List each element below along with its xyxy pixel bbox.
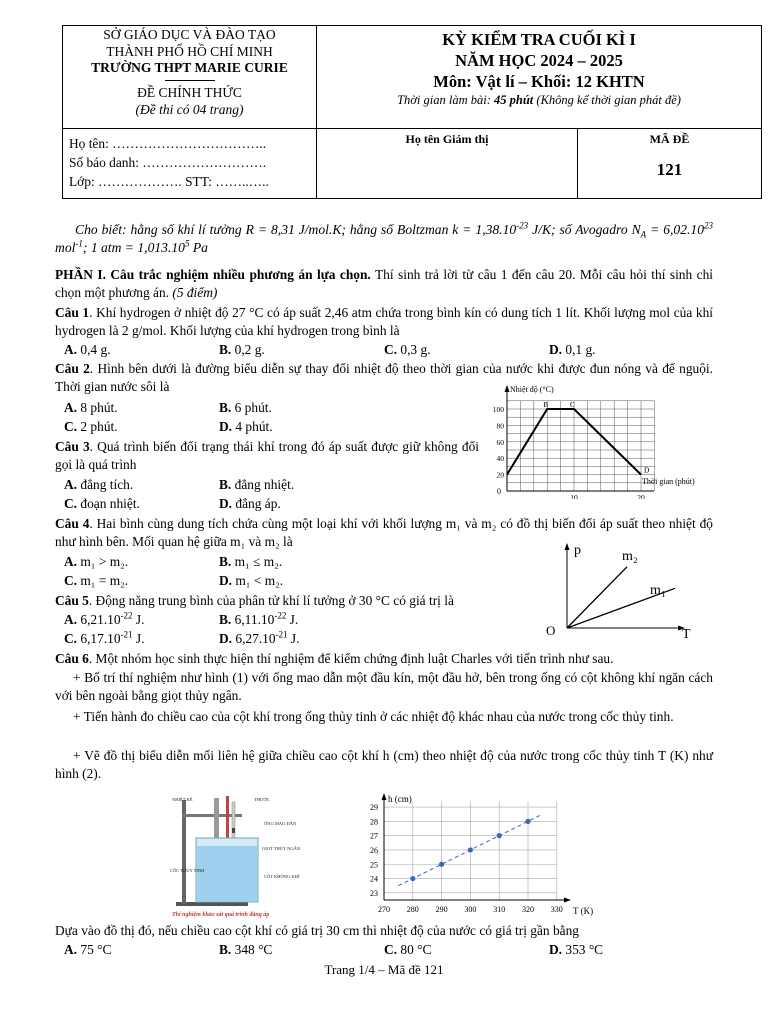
- capillary-label: ỐNG MAO DẪN: [264, 821, 297, 826]
- q1-option-a[interactable]: A. 0,4 g.: [64, 342, 111, 357]
- mercury-drop: [232, 828, 235, 833]
- x-tick-label: 310: [493, 905, 506, 914]
- q5-option-c[interactable]: C. $6,17.10^{-21}$ J.: [64, 629, 145, 646]
- part1-intro: PHẦN I. Câu trắc nghiệm nhiều phương án lựa chọn. Thí sinh trả lời từ câu 1 đến câu 20. Mỗi câu hỏi thí sinh chỉ chọn một phương án. (5 điểm): [55, 267, 714, 300]
- q2-option-d[interactable]: D. 4 phút.: [219, 419, 273, 434]
- question-4: Câu 4. Hai bình cùng dung tích chứa cùng một loại khí với khối lượng m₁ và m₂ có đồ thị biến đổi áp suất theo nhiệt độ như hình bên. Mối quan hệ giữa m₁ và m₂ là: [55, 516, 713, 549]
- q6-option-a[interactable]: A. 75 °C: [64, 942, 112, 957]
- time-info: [317, 92, 761, 109]
- q3-option-a[interactable]: A. đẳng tích.: [64, 477, 134, 492]
- x-tick-label: 280: [406, 905, 419, 914]
- p-axis-arrow: [565, 543, 570, 550]
- school-year: NĂM HỌC 2024 – 2025: [455, 51, 623, 70]
- x-tick-label: 270: [378, 905, 390, 914]
- time-label: Thời gian làm bài:: [397, 93, 495, 107]
- q3-option-c[interactable]: C. đoạn nhiệt.: [64, 496, 140, 511]
- q1-option-d[interactable]: D. 0,1 g.: [549, 342, 596, 357]
- question-6: Câu 6. Một nhóm học sinh thực hiện thí nghiệm để kiểm chứng định luật Charles với tiến trình như sau.: [55, 651, 614, 666]
- code-value: 121: [656, 160, 683, 179]
- x-axis-label: T (K): [573, 906, 594, 916]
- pressure-temperature-chart: [540, 538, 700, 642]
- point-label: C: [570, 400, 576, 409]
- tick-labels: [370, 803, 563, 914]
- t-axis-arrow: [564, 898, 571, 903]
- y-axis-label: Nhiệt độ (°C): [510, 385, 554, 394]
- y-tick-label: 100: [492, 405, 504, 414]
- q1-option-b[interactable]: B. 0,2 g.: [219, 342, 265, 357]
- q6-step-1: + Bố trí thí nghiệm như hình (1) với ống mao dẫn một đầu kín, một đầu hở, bên trong ống có cột không khí ngăn cách với bên ngoài bằng giọt thủy ngân.: [55, 670, 713, 703]
- y-tick-label: 40: [496, 454, 504, 464]
- q3-option-b[interactable]: B. đẳng nhiệt.: [219, 477, 295, 492]
- time-value: 45 phút: [494, 93, 534, 107]
- q4-option-a[interactable]: A. m₁ > m₂.: [64, 554, 129, 569]
- q3-option-d[interactable]: D. đẳng áp.: [219, 496, 281, 511]
- y-tick-label: 24: [370, 874, 378, 884]
- y-tick-label: 60: [496, 437, 504, 447]
- q2-option-a[interactable]: A. 8 phút.: [64, 400, 118, 415]
- exam-info: [317, 29, 761, 109]
- beaker-label: CỐC THỦY TINH: [170, 868, 205, 873]
- q6-step-2: + Tiến hành đo chiều cao của cột khí trong ống thủy tinh ở các nhiệt độ khác nhau của nước trong cốc thủy tinh.: [73, 709, 674, 724]
- data-point: [525, 819, 530, 824]
- y-tick-label: 25: [370, 860, 378, 870]
- temperature-time-chart: [486, 381, 714, 499]
- code-label: MÃ ĐỀ: [649, 132, 690, 146]
- h-axis-arrow: [382, 793, 387, 800]
- x-tick-label: 330: [550, 905, 563, 914]
- school-info: [63, 27, 316, 77]
- x-axis-label: Thời gian (phút): [642, 477, 695, 486]
- stand-base: [176, 902, 248, 906]
- q2-option-c[interactable]: C. 2 phút.: [64, 419, 118, 434]
- data-point: [410, 876, 415, 881]
- city-name: THÀNH PHỐ HỒ CHÍ MINH: [106, 43, 273, 59]
- point-label: B: [543, 400, 549, 409]
- x-tick-label: 300: [464, 905, 477, 914]
- id-field: Số báo danh: ……………………….: [69, 155, 267, 170]
- exam-title: KỲ KIỂM TRA CUỐI KÌ I: [442, 30, 636, 49]
- x-tick-label: 290: [435, 905, 448, 914]
- data-point: [468, 847, 473, 852]
- q4-option-b[interactable]: B. m₁ ≤ m₂.: [219, 554, 283, 569]
- y-axis-arrow: [505, 385, 510, 392]
- y-tick-label: 20: [496, 470, 504, 480]
- official-block: [63, 84, 316, 118]
- given-constants: Cho biết: hằng số khí lí tưởng R = 8,31 J/mol.K; hằng số Boltzman $k = 1,38.10^{-23}$ J/K; số Avogadro $N_A = 6,02.10^{23}$ mol$^{-1}$; 1 atm = $1,013.10^5$ Pa: [55, 220, 713, 255]
- x-tick-label: 320: [522, 905, 534, 914]
- y-tick-label: 23: [370, 888, 378, 898]
- y-tick-label: 26: [370, 845, 378, 855]
- point-label: D: [644, 465, 650, 475]
- dept-name: SỞ GIÁO DỤC VÀ ĐÀO TẠO: [103, 27, 276, 42]
- p-axis-label: p: [574, 543, 581, 558]
- tick-labels: [493, 405, 645, 499]
- ruler-label: THƯỚC: [254, 797, 270, 802]
- q5-option-d[interactable]: D. $6,27.10^{-21}$ J.: [219, 629, 300, 646]
- q6-option-c[interactable]: C. 80 °C: [384, 942, 432, 957]
- page-footer: Trang 1/4 – Mã đề 121: [324, 962, 444, 977]
- official-label: ĐỀ CHÍNH THỨC: [137, 85, 242, 100]
- question-5: Câu 5. Động năng trung bình của phân tử khí lí tưởng ở 30 °C có giá trị là: [55, 593, 454, 608]
- m2-label: m₂: [622, 549, 638, 564]
- proctor-label: Họ tên Giám thị: [405, 132, 489, 146]
- mercury-label: GIỌT THỦY NGÂN: [262, 846, 301, 851]
- q4-option-d[interactable]: D. m₁ < m₂.: [219, 573, 284, 588]
- time-note: (Không kể thời gian phát đề): [533, 93, 681, 107]
- q4-option-c[interactable]: C. m₁ = m₂.: [64, 573, 129, 588]
- class-field: Lớp: ………………. STT: ……..…..: [69, 174, 269, 189]
- q5-option-a[interactable]: A. $6,21.10^{-22}$ J.: [64, 610, 145, 627]
- apparatus-caption: Thí nghiệm khảo sát quá trình đẳng áp: [172, 912, 270, 918]
- school-name: TRƯỜNG THPT MARIE CURIE: [91, 60, 288, 75]
- y-tick-label: 27: [370, 831, 378, 841]
- air-label: CỘT KHÔNG KHÍ: [264, 874, 300, 879]
- m1-label: m₁: [650, 583, 666, 598]
- question-2: Câu 2. Hình bên dưới là đường biểu diễn sự thay đổi nhiệt độ theo thời gian của nước khi được đun nóng và để nguội. Thời gian nước sôi là: [55, 361, 714, 394]
- q6-option-d[interactable]: D. 353 °C: [549, 942, 604, 957]
- apparatus-figure: [168, 792, 310, 920]
- point-labels: [543, 400, 650, 475]
- y-tick-label: 80: [496, 421, 504, 431]
- name-field: Họ tên: ……………………………..: [69, 136, 267, 151]
- student-fields: [69, 134, 269, 191]
- y-axis-label: h (cm): [388, 794, 412, 804]
- question-3: Câu 3. Quá trình biến đổi trạng thái khí trong đó áp suất được giữ không đổi gọi là quá trình: [55, 439, 479, 472]
- q6-question: Dựa vào đồ thị đó, nếu chiều cao cột khí có giá trị 30 cm thì nhiệt độ của nước có giá trị gần bằng: [55, 923, 579, 938]
- t-axis-label: T: [682, 627, 691, 642]
- question-1: Câu 1. Khí hydrogen ở nhiệt độ 27 °C có áp suất 2,46 atm chứa trong bình kín có dung tích 1 lít. Khối lượng mol của khí hydrogen là 2 g/mol. Khối lượng của khí hydrogen trong bình là: [55, 305, 714, 338]
- y-tick-label: 29: [370, 803, 378, 813]
- q1-option-c[interactable]: C. 0,3 g.: [384, 342, 431, 357]
- data-point: [497, 833, 502, 838]
- divider: [165, 80, 215, 81]
- q5-option-b[interactable]: B. $6,11.10^{-22}$ J.: [219, 610, 299, 627]
- part1-title: PHẦN I. Câu trắc nghiệm nhiều phương án lựa chọn.: [55, 267, 371, 282]
- thermometer-label: NHIỆT KẾ: [172, 797, 193, 802]
- data-point: [439, 862, 444, 867]
- x-tick-label: 10: [570, 493, 578, 499]
- x-tick-label: 20: [637, 493, 645, 499]
- y-tick-label: 28: [370, 817, 378, 827]
- pages-note: (Đề thi có 04 trang): [135, 102, 244, 117]
- m2-line: [567, 567, 627, 628]
- q6-step-3: + Vẽ đồ thị biểu diễn mối liên hệ giữa chiều cao cột khí h (cm) theo nhiệt độ của nước trong cốc thủy tinh T (K) như hình (2).: [55, 748, 713, 781]
- origin-label: 0: [497, 487, 501, 496]
- q6-option-b[interactable]: B. 348 °C: [219, 942, 273, 957]
- origin-label: O: [546, 623, 556, 638]
- water: [197, 846, 257, 901]
- height-temperature-chart: [355, 790, 605, 920]
- q2-option-b[interactable]: B. 6 phút.: [219, 400, 272, 415]
- subject: Môn: Vật lí – Khối: 12 KHTN: [433, 72, 645, 91]
